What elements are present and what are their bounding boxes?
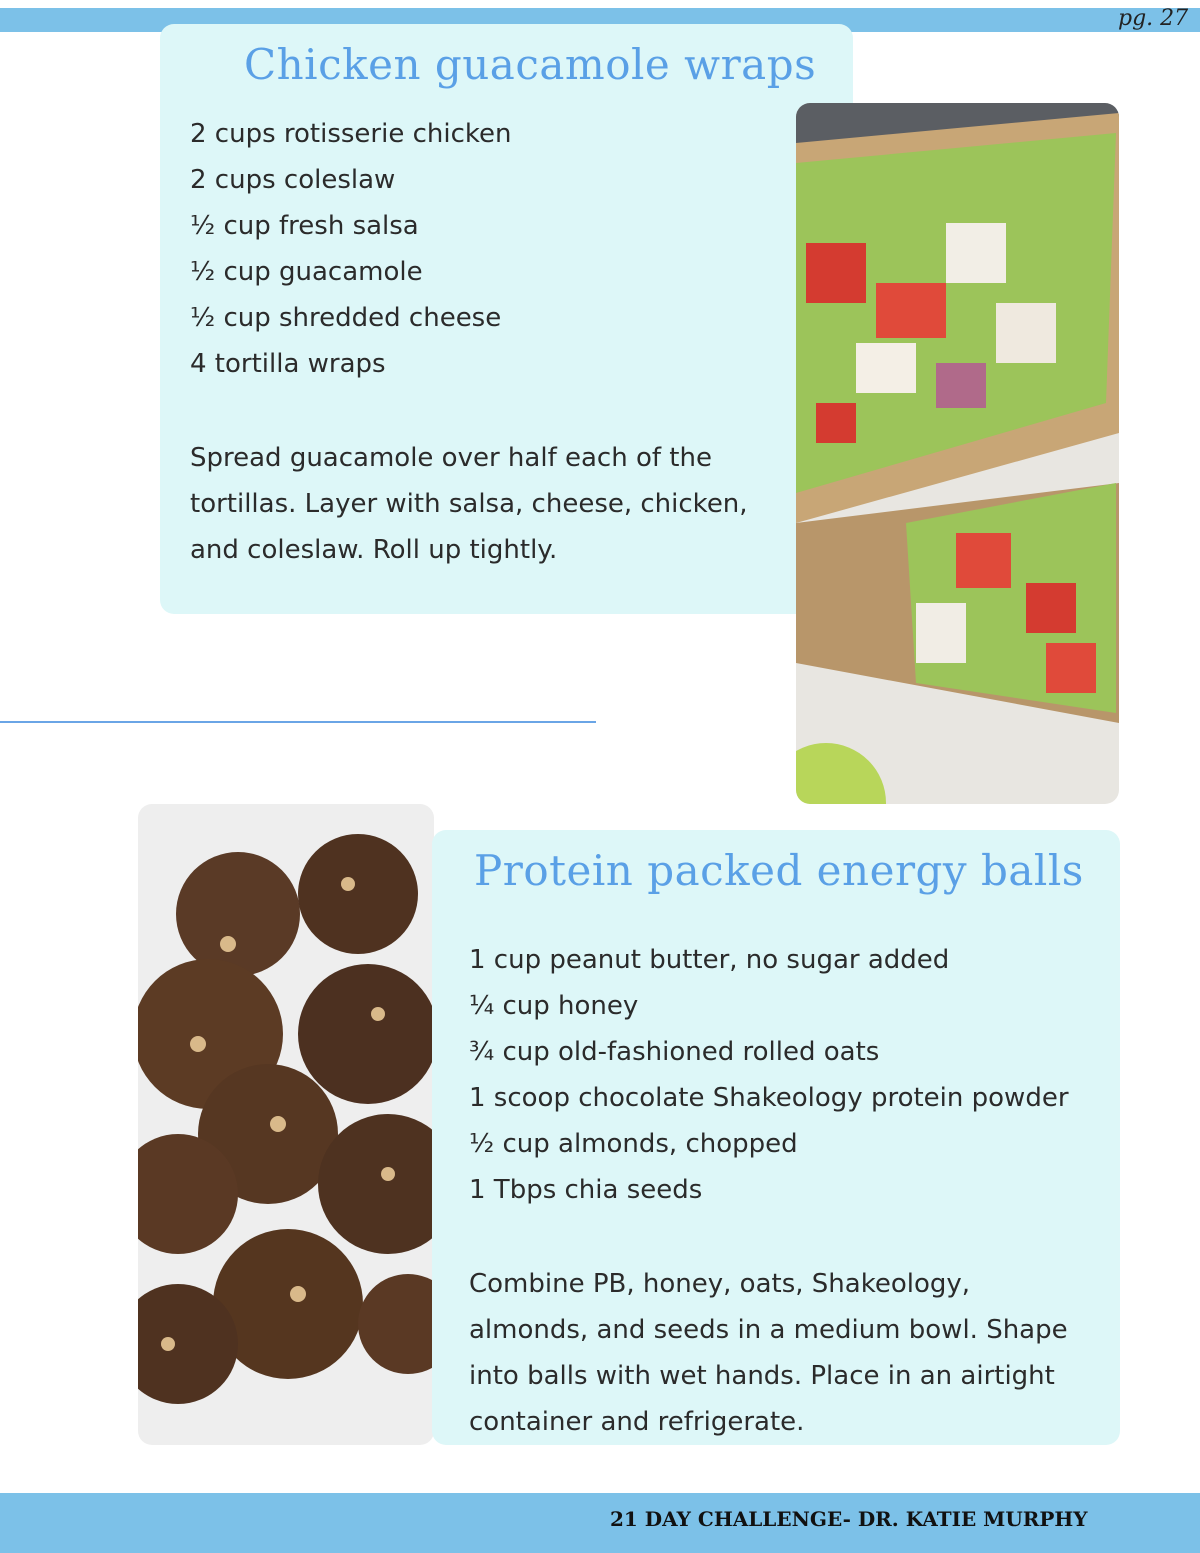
recipe-card-energy-balls: [432, 830, 1120, 1445]
recipe-title: Protein packed energy balls: [474, 846, 1084, 895]
ingredient-item: 2 cups rotisserie chicken: [190, 119, 512, 149]
ingredient-item: ¾ cup old-fashioned rolled oats: [469, 1037, 880, 1067]
section-divider: [0, 721, 596, 723]
ingredient-item: ½ cup fresh salsa: [190, 211, 419, 241]
recipe-title: Chicken guacamole wraps: [244, 40, 817, 89]
ingredient-item: ½ cup guacamole: [190, 257, 423, 287]
chicken-wrap-photo: [796, 103, 1119, 804]
ingredient-item: ¼ cup honey: [469, 991, 639, 1021]
ingredient-item: ½ cup almonds, chopped: [469, 1129, 798, 1159]
ingredient-item: 1 Tbps chia seeds: [469, 1175, 703, 1205]
footer-text: 21 DAY CHALLENGE- DR. KATIE MURPHY: [610, 1507, 1088, 1531]
ingredient-item: 2 cups coleslaw: [190, 165, 396, 195]
ingredient-item: 1 cup peanut butter, no sugar added: [469, 945, 950, 975]
recipe-directions: Combine PB, honey, oats, Shakeology, almonds, and seeds in a medium bowl. Shape into balls with wet hands. Place in an airtight container and refrigerate.: [469, 1269, 1068, 1437]
recipe-directions: Spread guacamole over half each of the tortillas. Layer with salsa, cheese, chicken, and coleslaw. Roll up tightly.: [190, 443, 748, 565]
ingredient-list: [469, 937, 1069, 1213]
energy-balls-photo: [138, 804, 434, 1445]
page-number: pg. 27: [1118, 6, 1189, 31]
ingredient-item: 1 scoop chocolate Shakeology protein powder: [469, 1083, 1069, 1113]
ingredient-item: 4 tortilla wraps: [190, 349, 386, 379]
ingredient-item: ½ cup shredded cheese: [190, 303, 502, 333]
ingredient-list: [190, 111, 512, 387]
recipe-card-chicken-wraps: [160, 24, 853, 614]
footer-band: [0, 1493, 1200, 1553]
